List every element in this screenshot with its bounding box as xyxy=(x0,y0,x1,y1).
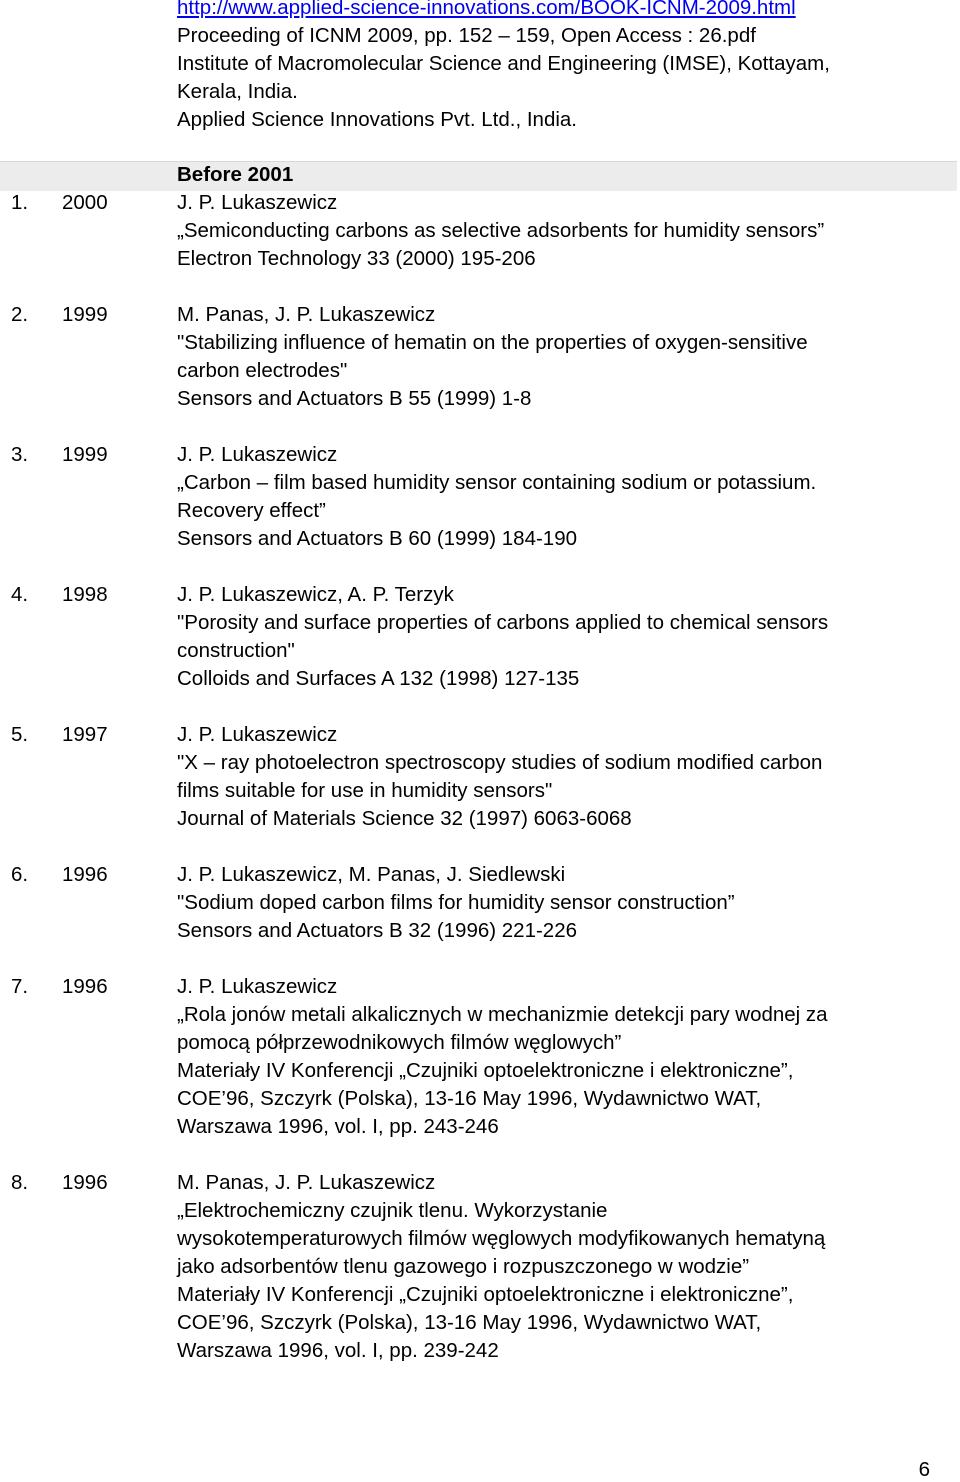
entry-text-line: Materiały IV Konferencji „Czujniki optoelektroniczne i elektroniczne”, xyxy=(177,1059,794,1082)
entry-text-line: pomocą półprzewodnikowych filmów węglowych” xyxy=(177,1031,622,1054)
entry-number: 4. xyxy=(11,583,29,606)
entry-body xyxy=(177,973,952,1141)
entry-number: 5. xyxy=(11,723,29,746)
entry-authors: J. P. Lukaszewicz, M. Panas, J. Siedlewski xyxy=(177,863,566,886)
entry-text-line: „Elektrochemiczny czujnik tlenu. Wykorzystanie xyxy=(177,1199,608,1222)
document-header xyxy=(177,0,957,134)
entry-authors: J. P. Lukaszewicz xyxy=(177,443,338,466)
entry-year: 1999 xyxy=(62,443,108,466)
entry-year: 1996 xyxy=(62,975,108,998)
entry-text-line: „Rola jonów metali alkalicznych w mechanizmie detekcji pary wodnej za xyxy=(177,1003,828,1026)
entry-authors: M. Panas, J. P. Lukaszewicz xyxy=(177,303,436,326)
publication-list xyxy=(0,189,960,1393)
entry-body xyxy=(177,301,952,413)
publication-entry xyxy=(0,973,960,1141)
entry-year: 1997 xyxy=(62,723,108,746)
entry-text-line: „Semiconducting carbons as selective adsorbents for humidity sensors” xyxy=(177,219,825,242)
entry-text-line: "X – ray photoelectron spectroscopy studies of sodium modified carbon xyxy=(177,751,823,774)
entry-text-line: "Sodium doped carbon films for humidity sensor construction” xyxy=(177,891,735,914)
header-line: Kerala, India. xyxy=(177,80,298,103)
publication-entry xyxy=(0,721,960,833)
entry-text-line: COE’96, Szczyrk (Polska), 13-16 May 1996, Wydawnictwo WAT, xyxy=(177,1087,762,1110)
header-line: Proceeding of ICNM 2009, pp. 152 – 159, Open Access : 26.pdf xyxy=(177,24,756,47)
entry-text-line: Warszawa 1996, vol. I, pp. 243-246 xyxy=(177,1115,499,1138)
publication-entry xyxy=(0,861,960,945)
entry-authors: J. P. Lukaszewicz xyxy=(177,723,338,746)
entry-text-line: "Porosity and surface properties of carbons applied to chemical sensors xyxy=(177,611,829,634)
entry-text-line: jako adsorbentów tlenu gazowego i rozpuszczonego w wodzie” xyxy=(177,1255,750,1278)
entry-authors: J. P. Lukaszewicz xyxy=(177,191,338,214)
entry-number: 8. xyxy=(11,1171,29,1194)
entry-text-line: Electron Technology 33 (2000) 195-206 xyxy=(177,247,536,270)
entry-number: 3. xyxy=(11,443,29,466)
entry-text-line: "Stabilizing influence of hematin on the properties of oxygen-sensitive xyxy=(177,331,808,354)
entry-authors: J. P. Lukaszewicz xyxy=(177,975,338,998)
entry-text-line: Colloids and Surfaces A 132 (1998) 127-135 xyxy=(177,667,580,690)
entry-text-line: Materiały IV Konferencji „Czujniki optoelektroniczne i elektroniczne”, xyxy=(177,1283,794,1306)
publication-entry xyxy=(0,441,960,553)
entry-body xyxy=(177,441,952,553)
entry-text-line: Recovery effect” xyxy=(177,499,326,522)
entry-text-line: Sensors and Actuators B 55 (1999) 1-8 xyxy=(177,387,532,410)
publication-entry xyxy=(0,581,960,693)
header-line: Applied Science Innovations Pvt. Ltd., India. xyxy=(177,108,578,131)
entry-year: 1996 xyxy=(62,863,108,886)
entry-body xyxy=(177,1169,952,1365)
publication-entry xyxy=(0,301,960,413)
page-number: 6 xyxy=(918,1458,930,1481)
entry-body xyxy=(177,861,952,945)
entry-text-line: Warszawa 1996, vol. I, pp. 239-242 xyxy=(177,1339,499,1362)
entry-text-line: Sensors and Actuators B 32 (1996) 221-226 xyxy=(177,919,578,942)
entry-year: 2000 xyxy=(62,191,108,214)
entry-year: 1998 xyxy=(62,583,108,606)
entry-body xyxy=(177,581,952,693)
entry-number: 1. xyxy=(11,191,29,214)
section-heading-bar xyxy=(0,161,957,191)
entry-body xyxy=(177,721,952,833)
entry-authors: J. P. Lukaszewicz, A. P. Terzyk xyxy=(177,583,454,606)
entry-text-line: COE’96, Szczyrk (Polska), 13-16 May 1996, Wydawnictwo WAT, xyxy=(177,1311,762,1334)
entry-number: 2. xyxy=(11,303,29,326)
entry-text-line: wysokotemperaturowych filmów węglowych modyfikowanych hematyną xyxy=(177,1227,826,1250)
entry-text-line: films suitable for use in humidity sensors" xyxy=(177,779,553,802)
entry-authors: M. Panas, J. P. Lukaszewicz xyxy=(177,1171,436,1194)
entry-number: 7. xyxy=(11,975,29,998)
entry-text-line: construction" xyxy=(177,639,295,662)
publication-entry xyxy=(0,1169,960,1365)
source-url-link[interactable]: http://www.applied-science-innovations.com/BOOK-ICNM-2009.html xyxy=(177,0,796,19)
entry-text-line: „Carbon – film based humidity sensor containing sodium or potassium. xyxy=(177,471,817,494)
section-heading: Before 2001 xyxy=(177,163,294,186)
entry-text-line: carbon electrodes" xyxy=(177,359,348,382)
entry-body xyxy=(177,189,952,273)
entry-year: 1999 xyxy=(62,303,108,326)
header-line: Institute of Macromolecular Science and Engineering (IMSE), Kottayam, xyxy=(177,52,830,75)
entry-year: 1996 xyxy=(62,1171,108,1194)
publication-entry xyxy=(0,189,960,273)
entry-text-line: Sensors and Actuators B 60 (1999) 184-190 xyxy=(177,527,578,550)
entry-text-line: Journal of Materials Science 32 (1997) 6063-6068 xyxy=(177,807,632,830)
entry-number: 6. xyxy=(11,863,29,886)
